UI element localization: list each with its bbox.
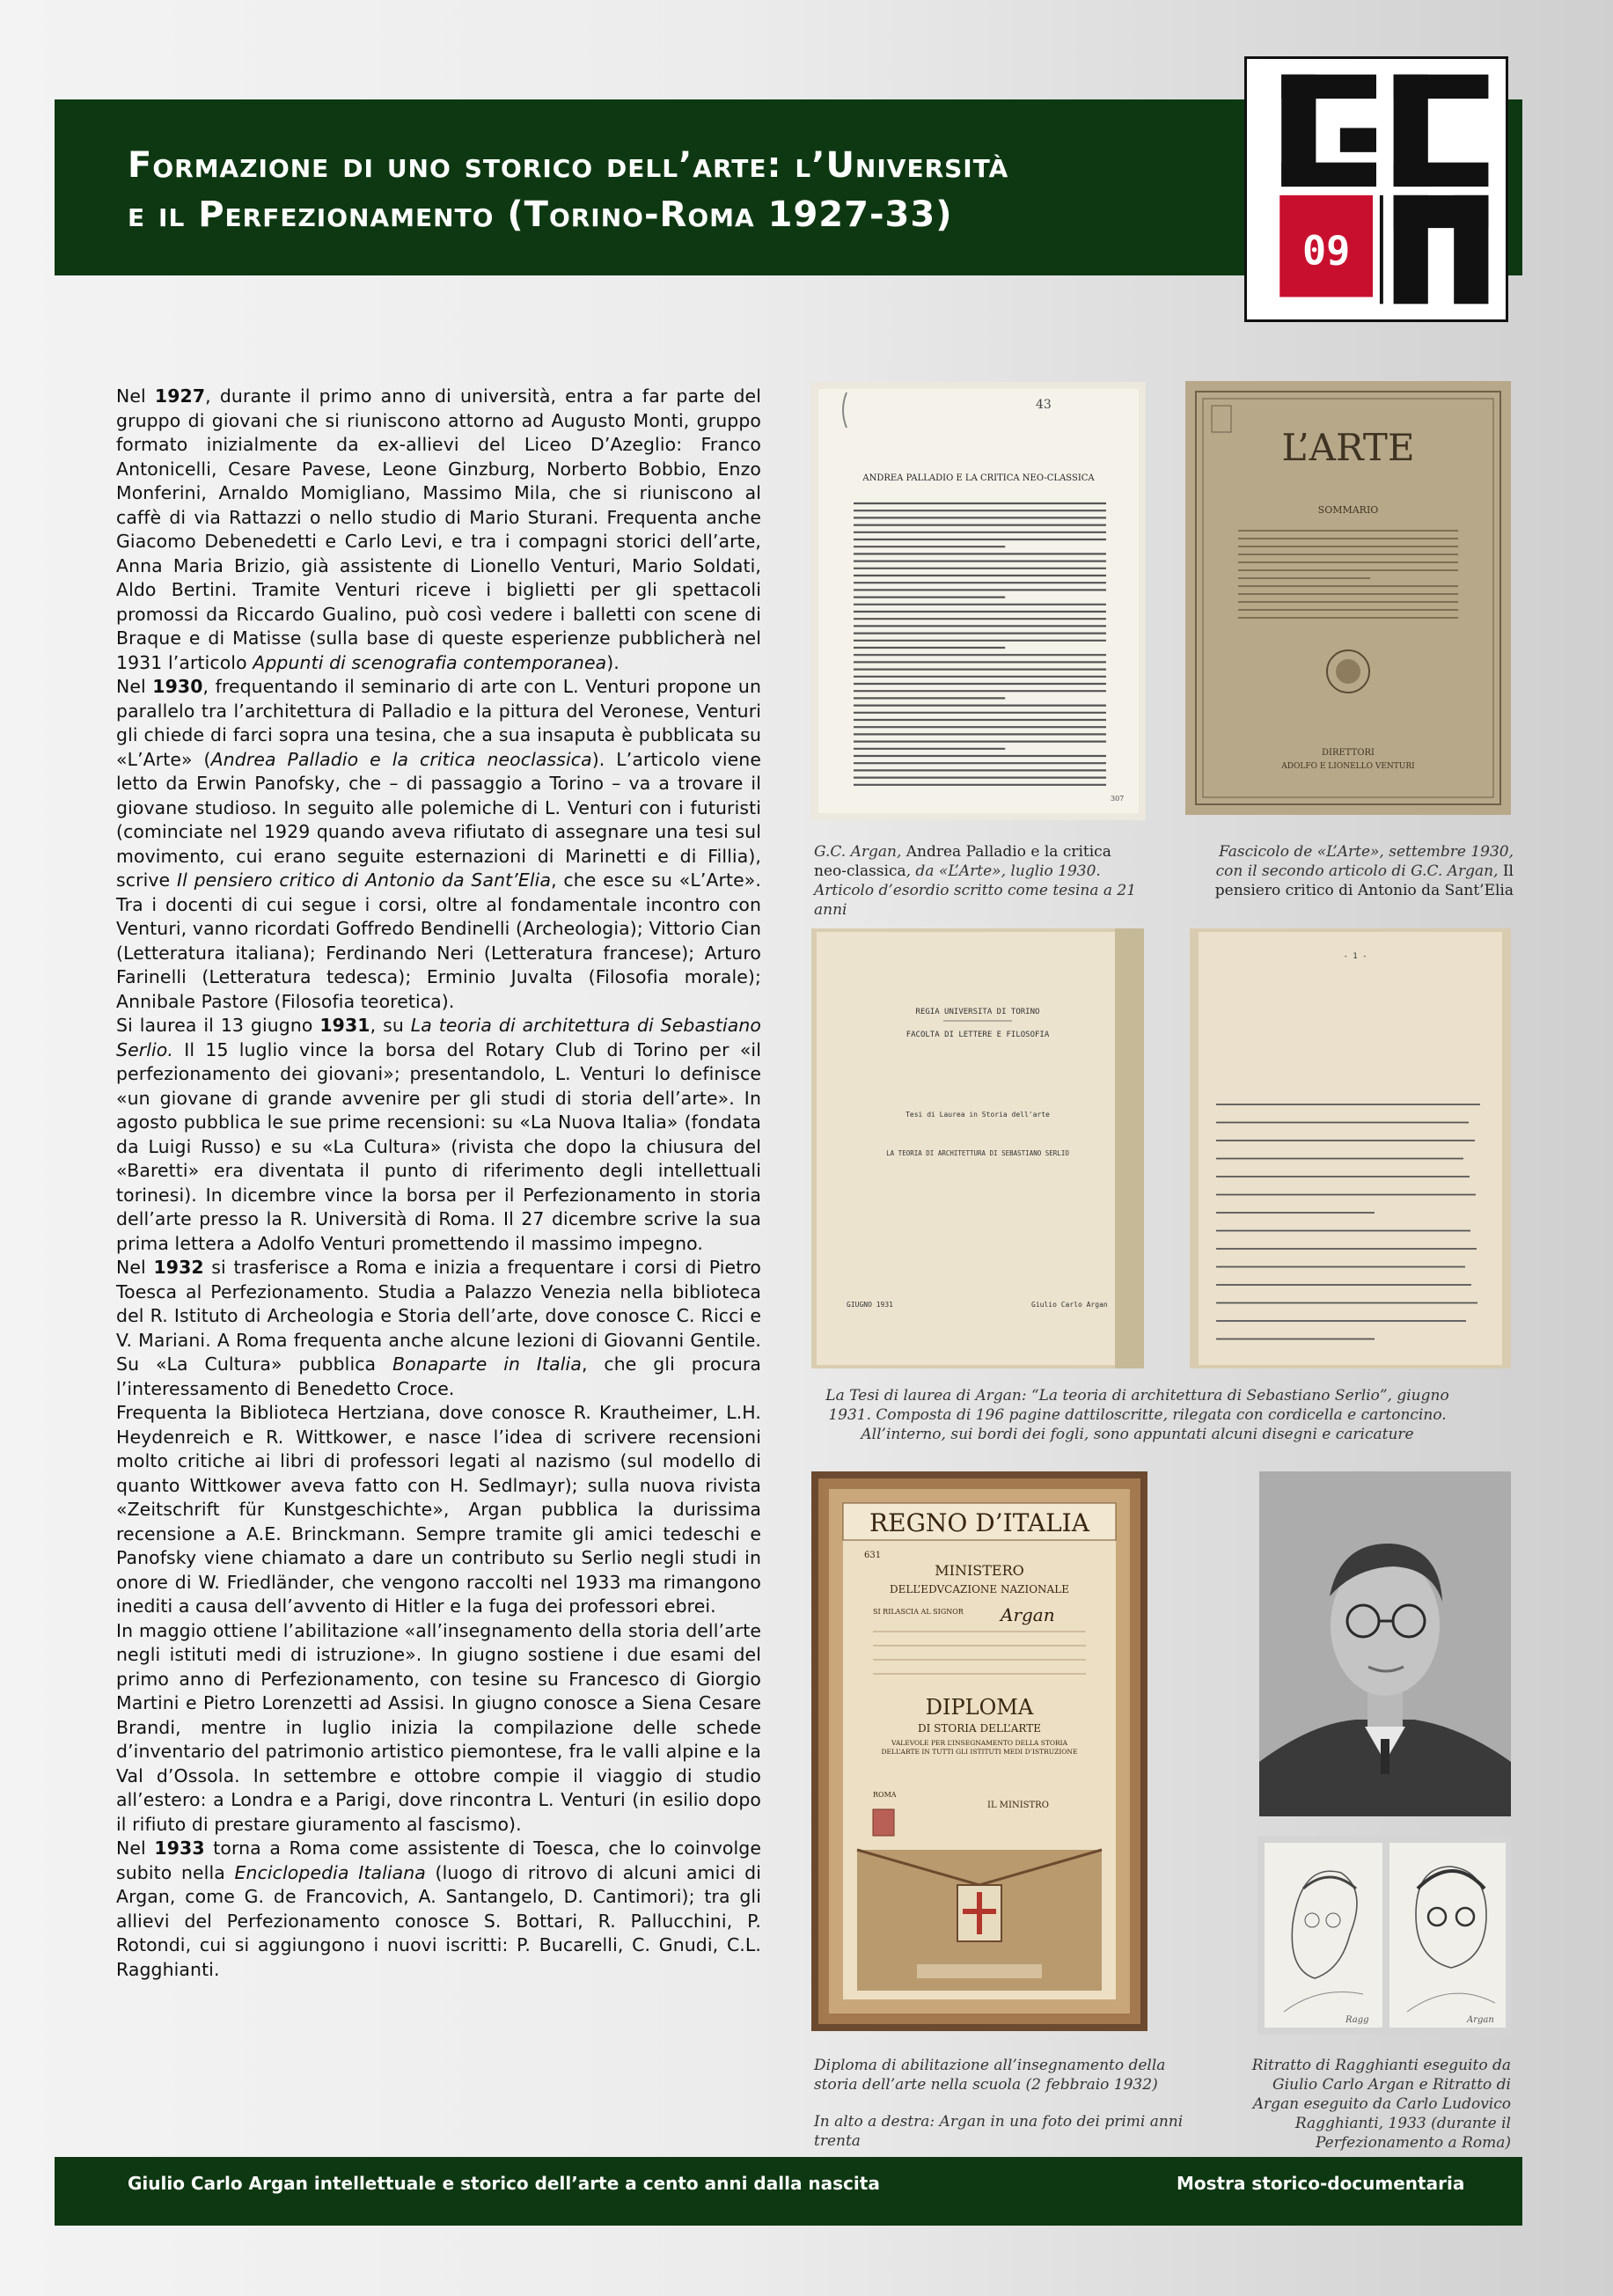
text-run: Il 15 luglio vince la borsa del Rotary Club di Torino per «il perfezionamento dei giovani»; presentandolo, L. Venturi lo definisce «un giovane di grande avvenire per gli studi di storia dell’arte». In agosto pubblica le sue prime recensioni: su «La Nuova Italia» (fondata da Luigi Russo) e su «La Cultura» (rivista che dopo la chiusura del «Baretti» era diventata il punto di riferimento degli intellettuali torinesi). In dicembre vince la borsa per il Perfezionamento in storia dell’arte presso la R. Università di Roma. Il 27 dicembre scrive la sua prima lettera a Adolfo Venturi promettendo il massimo impegno.: [116, 1038, 761, 1254]
thesis-page-number: - 1 -: [1343, 952, 1367, 961]
larte-cover-photo: [1185, 381, 1511, 815]
diploma-place: ROMA: [873, 1791, 897, 1799]
diploma-ministry-2: DELL’EDVCAZIONE NAZIONALE: [890, 1583, 1069, 1595]
text-run: Appunti di scenografia contemporanea: [253, 651, 607, 673]
text-run: Andrea Palladio e la critica neo-classica: [814, 843, 1111, 880]
page-title-line-1: Formazione di uno storico dell’arte: l’Università: [128, 145, 1009, 186]
text-run: Andrea Palladio e la critica neoclassica: [210, 748, 592, 770]
text-run: Nel: [116, 676, 153, 697]
text-run: G.C. Argan,: [814, 843, 906, 861]
caption-thesis: La Tesi di laurea di Argan: “La teoria di architettura di Sebastiano Serlio”, giugno 1931. Composta di 196 pagine dattiloscritte, rilegata con cordicella e cartoncino. All’interno, sui bordi dei fogli, sono appuntati alcuni disegni e caricature: [825, 1387, 1449, 1443]
text-run: 1931: [319, 1015, 370, 1036]
text-run: Il pensiero critico di Antonio da Sant’Elia: [176, 869, 552, 891]
larte-title: L’ARTE: [1281, 426, 1415, 469]
diploma-validity: VALEVOLE PER L’INSEGNAMENTO DELLA STORIA DELL’ARTE IN TUTTI GLI ISTITUTI MEDI D’ISTRUZIONE: [881, 1739, 1078, 1756]
footer-exhibition-title: Giulio Carlo Argan intellettuale e storico dell’arte a cento anni dalla nascita: [128, 2173, 880, 2194]
larte-directors-names: ADOLFO E LIONELLO VENTURI: [1281, 762, 1415, 771]
diploma-photo: [811, 1471, 1147, 2031]
caption-article: [814, 842, 1140, 920]
paragraph-1932: [116, 1256, 761, 1401]
text-run: , durante il primo anno di università, entra a far parte del gruppo di giovani che si riuniscono attorno ad Augusto Monti, gruppo formato inizialmente da ex-allievi del Liceo D’Azeglio: Franco Antonicelli, Cesare Pavese, Leone Ginzburg, Norberto Bobbio, Enzo Monferini, Arnaldo Momigliano, Massimo Mila, che si riuniscono al caffè di via Rattazzi o nello studio di Mario Sturani. Frequenta anche Giacomo Debenedetti e Carlo Levi, e tra i compagni storici dell’arte, Anna Maria Brizio, già assistente di Lionello Venturi, Mario Soldati, Aldo Bertini. Tramite Venturi riceve i biglietti per gli spettacoli promossi da Riccardo Gualino, può così vedere i balletti con scene di Braque e di Matisse (sulla base di queste esperienze pubblicherà nel 1931 l’articolo: [116, 385, 761, 673]
logo-graphic: [1247, 59, 1506, 319]
thesis-title: LA TEORIA DI ARCHITETTURA DI SEBASTIANO SERLIO: [886, 1149, 1069, 1157]
text-run: 1927: [154, 385, 206, 407]
diploma-subtitle: DI STORIA DELL’ARTE: [917, 1722, 1042, 1735]
drawing-signature-right: Argan: [1467, 2015, 1494, 2025]
paragraph-1931: [116, 1014, 761, 1256]
diploma-title: DIPLOMA: [925, 1695, 1034, 1720]
paragraph-abilitazione: [116, 1619, 761, 1838]
text-run: , che esce su «L’Arte». Tra i docenti di cui segue i corsi, oltre al fondamentale incontro con Venturi, vanno ricordati Goffredo Bendinelli (Archeologia); Vittorio Cian (Letteratura italiana); Ferdinando Neri (Letteratura francese); Arturo Farinelli (Letteratura tedesca); Erminio Juvalta (Filosofia morale); Annibale Pastore (Filosofia teoretica).: [116, 869, 761, 1012]
thesis-date: GIUGNO 1931: [847, 1301, 893, 1309]
text-run: Fascicolo de «L’Arte», settembre 1930, con il secondo articolo di G.C. Argan,: [1215, 843, 1514, 880]
text-run: In maggio ottiene l’abilitazione «all’insegnamento della storia dell’arte negli istituti medi di istruzione». In giugno sostiene i due esami del primo anno di Perfezionamento, con tesine su Francesco di Giorgio Martini e Pietro Lorenzetti ad Assisi. In giugno conosce a Siena Cesare Brandi, mentre in luglio inizia la compilazione delle schede d’inventario del patrimonio artistico piemontese, fra le valli alpine e la Val d’Ossola. In settembre e ottobre compie il viaggio di studio all’estero: a Londra e a Parigi, dove rincontra L. Venturi (in esilio dopo il rifiuto di prestare giuramento al fascismo).: [116, 1619, 761, 1835]
text-run: Nel: [116, 1257, 154, 1278]
article-page-number: 307: [1111, 795, 1125, 803]
paragraph-hertziana: [116, 1401, 761, 1619]
text-run: (luogo di ritrovo di alcuni amici di Argan, come G. de Francovich, A. Santangelo, D. Cantimori); tra gli allievi del Perfezionamento conosce S. Bottari, R. Pallucchini, P. Rotondi, cui si aggiungono i nuovi iscritti: P. Bucarelli, C. Gnudi, C.L. Ragghianti.: [116, 1861, 761, 1980]
text-run: Si laurea il 13 giugno: [116, 1015, 320, 1036]
argan-portrait-photo: [1259, 1471, 1511, 1816]
thesis-subject: Tesi di Laurea in Storia dell'arte: [905, 1111, 1050, 1119]
text-run: , da «L’Arte», luglio 1930. Articolo d’esordio scritto come tesina a 21 anni: [814, 862, 1137, 919]
page-title-line-2: e il Perfezionamento (Torino-Roma 1927-33): [128, 194, 953, 235]
diploma-header: REGNO D’ITALIA: [869, 1508, 1089, 1537]
exhibition-logo: [1244, 56, 1508, 322]
diploma-name: Argan: [1001, 1604, 1055, 1625]
larte-direttori: DIRETTORI: [1322, 748, 1375, 758]
caption-diploma: [814, 2056, 1192, 2151]
page-title: [128, 141, 1219, 239]
caption-drawings: Ritratto di Ragghianti eseguito da Giulio Carlo Argan e Ritratto di Argan eseguito da Carlo Ludovico Ragghianti, 1933 (durante il Perfezionamento a Roma): [1251, 2057, 1511, 2152]
thesis-cover-photo: [811, 928, 1144, 1368]
logo-label: 09: [1302, 227, 1351, 275]
text-run: 1933: [154, 1838, 205, 1859]
text-run: 1932: [153, 1257, 204, 1278]
diploma-ministry: MINISTERO: [935, 1562, 1024, 1579]
diploma-minister: IL MINISTRO: [987, 1801, 1049, 1810]
text-run: Enciclopedia Italiana: [234, 1861, 426, 1883]
paragraph-1933: [116, 1837, 761, 1982]
thesis-university: REGIA UNIVERSITA DI TORINO: [915, 1008, 1040, 1016]
page-mark: 43: [1036, 398, 1052, 412]
text-run: , su: [370, 1015, 411, 1036]
text-run: 1930: [152, 676, 203, 697]
caption-portrait-text: In alto a destra: Argan in una foto dei primi anni trenta: [814, 2113, 1184, 2150]
text-run: Nel: [116, 385, 155, 407]
caption-larte: [1206, 842, 1514, 900]
text-run: ). L’articolo viene letto da Erwin Panofsky, che – di passaggio a Torino – va a trovare il giovane studioso. In seguito alle polemiche di L. Venturi con i futuristi (cominciate nel 1929 quando aveva rifiutato di assegnare una tesi sul movimento, cui erano seguite esternazioni di Marinetti e di Fillia), scrive: [116, 748, 761, 891]
text-run: Bonaparte in Italia: [392, 1353, 582, 1375]
text-run: torna a Roma come assistente di Toesca, che lo coinvolge subito nella: [116, 1838, 761, 1883]
thesis-author: Giulio Carlo Argan: [1031, 1301, 1108, 1309]
thesis-page-photo: [1190, 928, 1511, 1368]
biography-text: [116, 385, 761, 1982]
text-run: ).: [606, 651, 620, 673]
caption-diploma-text: Diploma di abilitazione all’insegnamento della storia dell’arte nella scuola (2 febbraio 1932): [814, 2057, 1166, 2094]
article-page-photo: [811, 382, 1146, 820]
text-run: La teoria di architettura di Sebastiano Serlio.: [116, 1015, 761, 1060]
text-run: si trasferisce a Roma e inizia a frequentare i corsi di Pietro Toesca al Perfezionamento. Studia a Palazzo Venezia nella biblioteca del R. Istituto di Archeologia e Storia dell’arte, dove conosce C. Ricci e V. Mariani. A Roma frequenta anche alcune lezioni di Giovanni Gentile. Su «La Cultura» pubblica: [116, 1257, 761, 1375]
diploma-issued: SI RILASCIA AL SIGNOR: [873, 1608, 964, 1616]
drawing-signature-left: Ragg: [1345, 2015, 1369, 2025]
text-run: Il pensiero critico di Antonio da Sant’Elia: [1214, 862, 1514, 899]
article-heading: ANDREA PALLADIO E LA CRITICA NEO-CLASSICA: [862, 473, 1095, 483]
paragraph-1930: [116, 675, 761, 1014]
text-run: , frequentando il seminario di arte con L. Venturi propone un parallelo tra l’architettura di Palladio e la pittura del Veronese, Venturi gli chiede di farci sopra una tesina, che a sua insaputa è pubblicata su «L’Arte» (: [116, 676, 761, 770]
caricature-drawings-photo: [1257, 1836, 1511, 2035]
text-run: , che gli procura l’interessamento di Benedetto Croce.: [116, 1353, 761, 1399]
thesis-faculty: FACOLTA DI LETTERE E FILOSOFIA: [905, 1031, 1050, 1039]
paragraph-1927: [116, 385, 761, 675]
diploma-number: 631: [864, 1551, 882, 1560]
text-run: Frequenta la Biblioteca Hertziana, dove conosce R. Krautheimer, L.H. Heydenreich e R. Wittkower, e nasce l’idea di scrivere recensioni molto critiche ai libri di professori legati al nazismo (sul modello di quanto Wittkower aveva fatto con H. Sedlmayr); sulla nuova rivista «Zeitschrift für Kunstgeschichte», Argan pubblica la durissima recensione a A.E. Brinckmann. Sempre tramite gli amici tedeschi e Panofsky viene chiamato a dare un contributo su Serlio negli studi in onore di W. Friedländer, che vengono raccolti nel 1933 ma rimangono inediti a causa dell’avvento di Hitler e la fuga dei professori ebrei.: [116, 1402, 761, 1617]
larte-sommario: SOMMARIO: [1317, 504, 1379, 516]
footer-exhibition-type: Mostra storico-documentaria: [1177, 2173, 1465, 2194]
text-run: Nel: [116, 1838, 155, 1859]
